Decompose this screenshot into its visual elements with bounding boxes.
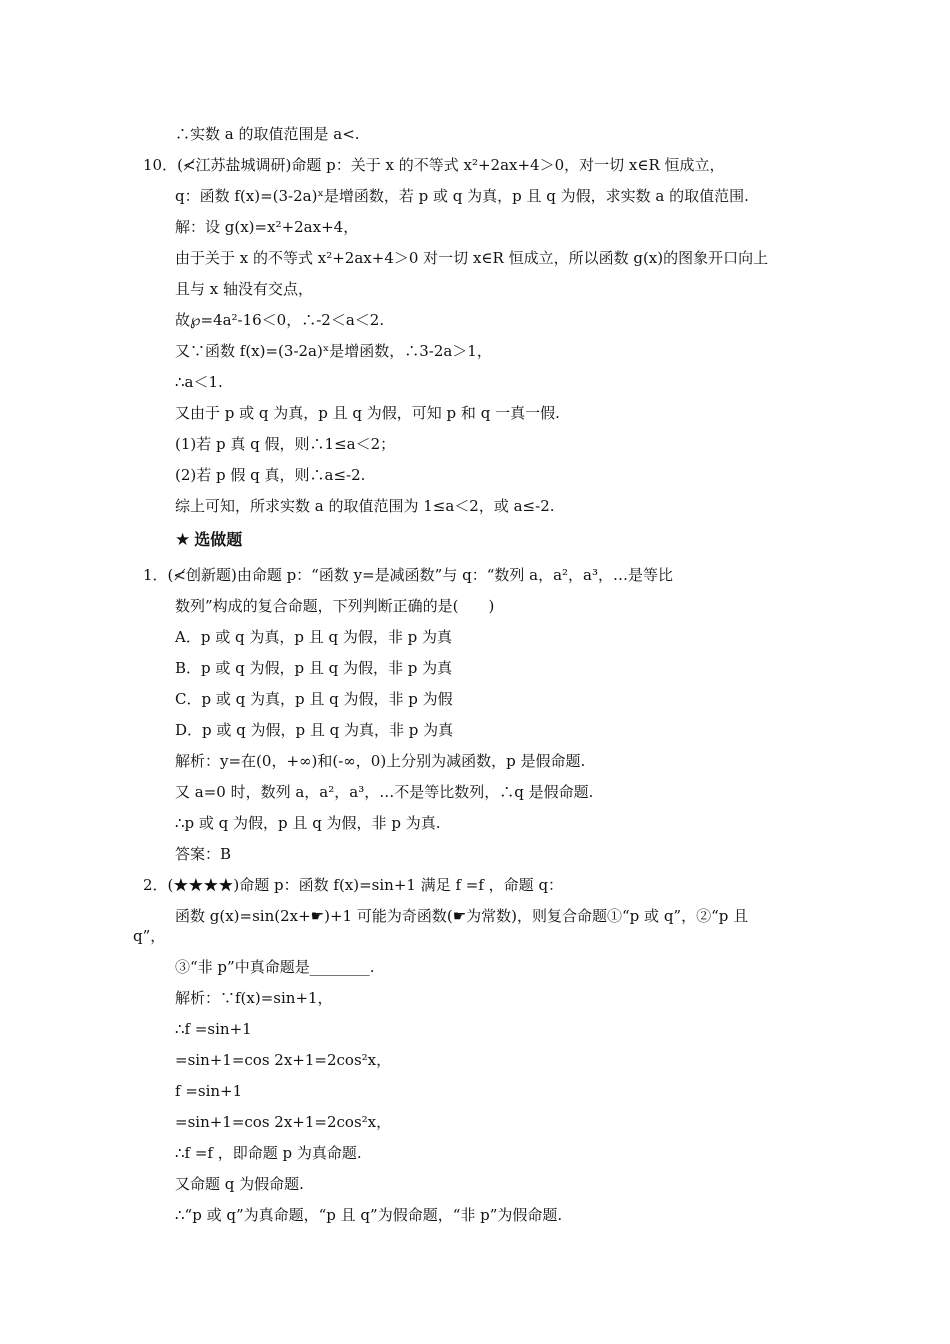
choice-d: D．p 或 q 为假，p 且 q 为真，非 p 为真 [175,721,454,739]
problem-10-header: 10．(≮江苏盐城调研)命题 p：关于 x 的不等式 x²+2ax+4＞0，对一切 x∈R 恒成立， [143,156,725,174]
text-line: ∴“p 或 q”为真命题，“p 且 q”为假命题，“非 p”为假命题. [175,1206,563,1224]
text-line: f =sin+1 [175,1082,243,1100]
text-line: ∴f =f ，即命题 p 为真命题. [175,1144,362,1162]
text-line: 解析：∵f(x)=sin+1， [175,989,333,1007]
text-line: q”， [133,927,166,945]
text-line: 数列”构成的复合命题，下列判断正确的是( ) [175,597,495,615]
text-line: 又命题 q 为假命题. [175,1175,304,1193]
text-line: 又 a=0 时，数列 a，a²，a³，…不是等比数列，∴q 是假命题. [175,783,594,801]
text-line: 解析：y=在(0，+∞)和(-∞，0)上分别为减函数，p 是假命题. [175,752,586,770]
text-line: 解：设 g(x)=x²+2ax+4， [175,218,359,236]
text-line: 又∵函数 f(x)=(3-2a)ˣ是增函数，∴3-2a＞1， [175,342,492,360]
text-line: 函数 g(x)=sin(2x+☛)+1 可能为奇函数(☛为常数)，则复合命题①“p 或 q”，②“p 且 [175,907,749,925]
star-icon: ★ [175,530,191,550]
text-line: (1)若 p 真 q 假，则∴1≤a＜2； [175,435,396,453]
text-line: 故℘=4a²-16＜0，∴-2＜a＜2. [175,311,385,329]
problem-2-header: 2．(★★★★)命题 p：函数 f(x)=sin+1 满足 f =f ，命题 q： [143,876,564,894]
answer-line: 答案：B [175,845,232,863]
text-line: 由于关于 x 的不等式 x²+2ax+4＞0 对一切 x∈R 恒成立，所以函数 g(x)的图象开口向上 [175,249,769,267]
text-line: ∴p 或 q 为假，p 且 q 为假，非 p 为真. [175,814,441,832]
text-line: ∴a＜1. [175,373,223,391]
text-line: 且与 x 轴没有交点， [175,280,313,298]
text-line: =sin+1=cos 2x+1=2cos²x， [175,1051,392,1069]
text-line: ③“非 p”中真命题是________. [175,958,375,976]
text-line: q：函数 f(x)=(3-2a)ˣ是增函数，若 p 或 q 为真，p 且 q 为假，求实数 a 的取值范围. [175,187,749,205]
section-title: 选做题 [194,530,243,549]
text-line: =sin+1=cos 2x+1=2cos²x， [175,1113,392,1131]
section-heading [175,530,242,550]
text-line: 综上可知，所求实数 a 的取值范围为 1≤a＜2，或 a≤-2. [175,497,555,515]
text-line: ∴实数 a 的取值范围是 a<. [175,125,360,143]
choice-a: A．p 或 q 为真，p 且 q 为假，非 p 为真 [175,628,452,646]
text-line: ∴f =sin+1 [175,1020,252,1038]
choice-c: C．p 或 q 为真，p 且 q 为假，非 p 为假 [175,690,453,708]
choice-b: B．p 或 q 为假，p 且 q 为假，非 p 为真 [175,659,453,677]
text-line: 又由于 p 或 q 为真，p 且 q 为假，可知 p 和 q 一真一假. [175,404,560,422]
text-line: (2)若 p 假 q 真，则∴a≤-2. [175,466,366,484]
problem-1-header: 1．(≮创新题)由命题 p：“函数 y=是减函数”与 q：“数列 a，a²，a³，…是等比 [143,566,673,584]
